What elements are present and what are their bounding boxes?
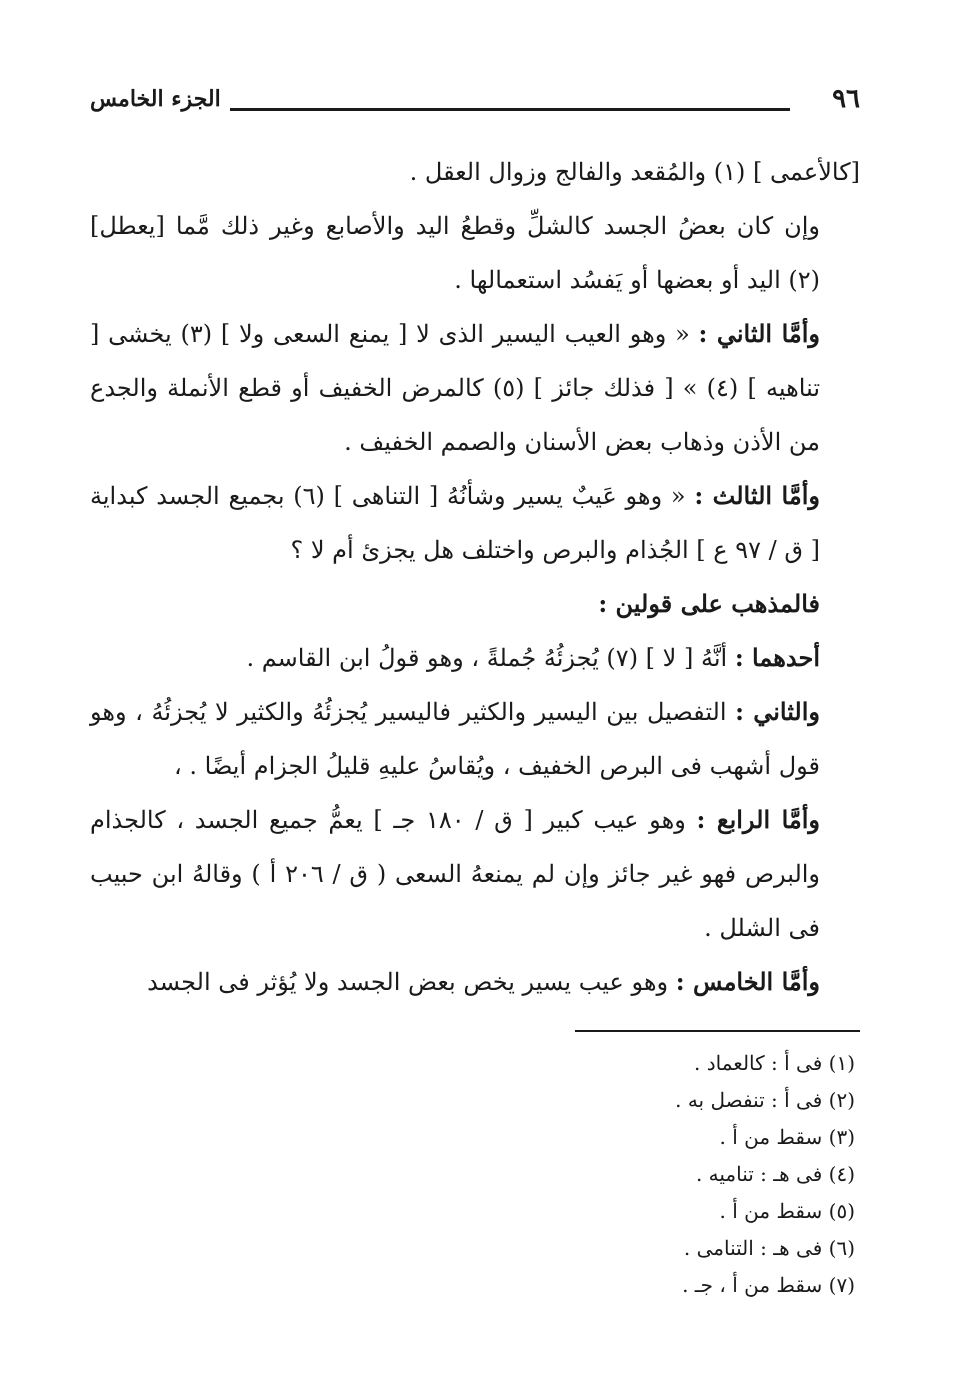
paragraph-6 xyxy=(90,631,860,685)
paragraph-8-lead: وأمَّا الرابع : xyxy=(696,805,821,834)
footnote-rule xyxy=(575,1030,860,1032)
paragraph-9 xyxy=(90,955,860,1009)
footnote-5: (٥) سقط من أ . xyxy=(719,1199,855,1223)
paragraph-8 xyxy=(90,793,860,955)
footnote-3: (٣) سقط من أ . xyxy=(719,1125,855,1149)
page-number: ٩٦ xyxy=(832,84,860,114)
paragraph-9-text: وهو عيب يسير يخص بعض الجسد ولا يُؤثر فى الجسد xyxy=(147,968,676,996)
paragraph-3 xyxy=(90,307,860,469)
paragraph-4 xyxy=(90,469,860,577)
paragraph-5: فالمذهب على قولين : xyxy=(598,589,820,618)
paragraph-7 xyxy=(90,685,860,793)
paragraph-4-text: « وهو عَيبٌ يسير وشأنُهُ [ التناهى ] (٦) بجميع الجسد كبداية [ ق / ٩٧ ع ] الجُذام والبرص واختلف هل يجزئ أم لا ؟ xyxy=(90,482,820,564)
paragraph-4-lead: وأمَّا الثالث : xyxy=(694,481,820,510)
running-title: الجزء الخامس xyxy=(90,86,221,112)
main-text xyxy=(90,145,860,1009)
paragraph-6-lead: أحدهما : xyxy=(734,643,820,672)
footnote-2: (٢) فى أ : تنفصل به . xyxy=(675,1088,855,1112)
footnote-1: (١) فى أ : كالعماد . xyxy=(694,1051,855,1075)
paragraph-7-lead: والثاني : xyxy=(735,697,821,726)
paragraph-3-text: « وهو العيب اليسير الذى لا [ يمنع السعى ولا ] (٣) يخشى [ تناهيه ] (٤) » [ فذلك جائز ] (٥) كالمرض الخفيف أو قطع الأنملة والجدع من الأذن وذهاب بعض الأسنان والصمم الخفيف . xyxy=(90,320,821,456)
footnote-7: (٧) سقط من أ ، جـ . xyxy=(682,1273,855,1297)
paragraph-8-text: وهو عيب كبير [ ق / ١٨٠ جـ ] يعمُّ جميع الجسد ، كالجذام والبرص فهو غير جائز وإن لم يمنعهُ السعى ( ق / ٢٠٦ أ ) وقالهُ ابن حبيب فى الشلل . xyxy=(90,806,821,942)
paragraph-9-lead: وأمَّا الخامس : xyxy=(675,967,820,996)
running-header xyxy=(90,84,860,124)
paragraph-1: [كالأعمى ] (١) والمُقعد والفالج وزوال العقل . xyxy=(409,158,860,186)
footnote-6: (٦) فى هـ : التنامى . xyxy=(683,1236,855,1260)
footnotes xyxy=(355,1045,855,1304)
header-rule xyxy=(230,108,790,111)
paragraph-7-text: التفصيل بين اليسير والكثير فاليسير يُجزئُهُ والكثير لا يُجزئُهُ ، وهو قول أشهب فى البرص الخفيف ، ويُقاسُ عليهِ قليلُ الجزام أيضًا . ، xyxy=(90,698,820,780)
paragraph-3-lead: وأمَّا الثاني : xyxy=(698,319,820,348)
paragraph-2: وإن كان بعضُ الجسد كالشلِّ وقطعُ اليد والأصابع وغير ذلك مَّما [يعطل] (٢) اليد أو بعضها أو يَفسُد استعمالها . xyxy=(90,212,820,294)
footnote-4: (٤) فى هـ : تناميه . xyxy=(695,1162,855,1186)
paragraph-6-text: أنَّهُ [ لا ] (٧) يُجزئُهُ جُملةً ، وهو قولُ ابن القاسم . xyxy=(246,644,735,672)
